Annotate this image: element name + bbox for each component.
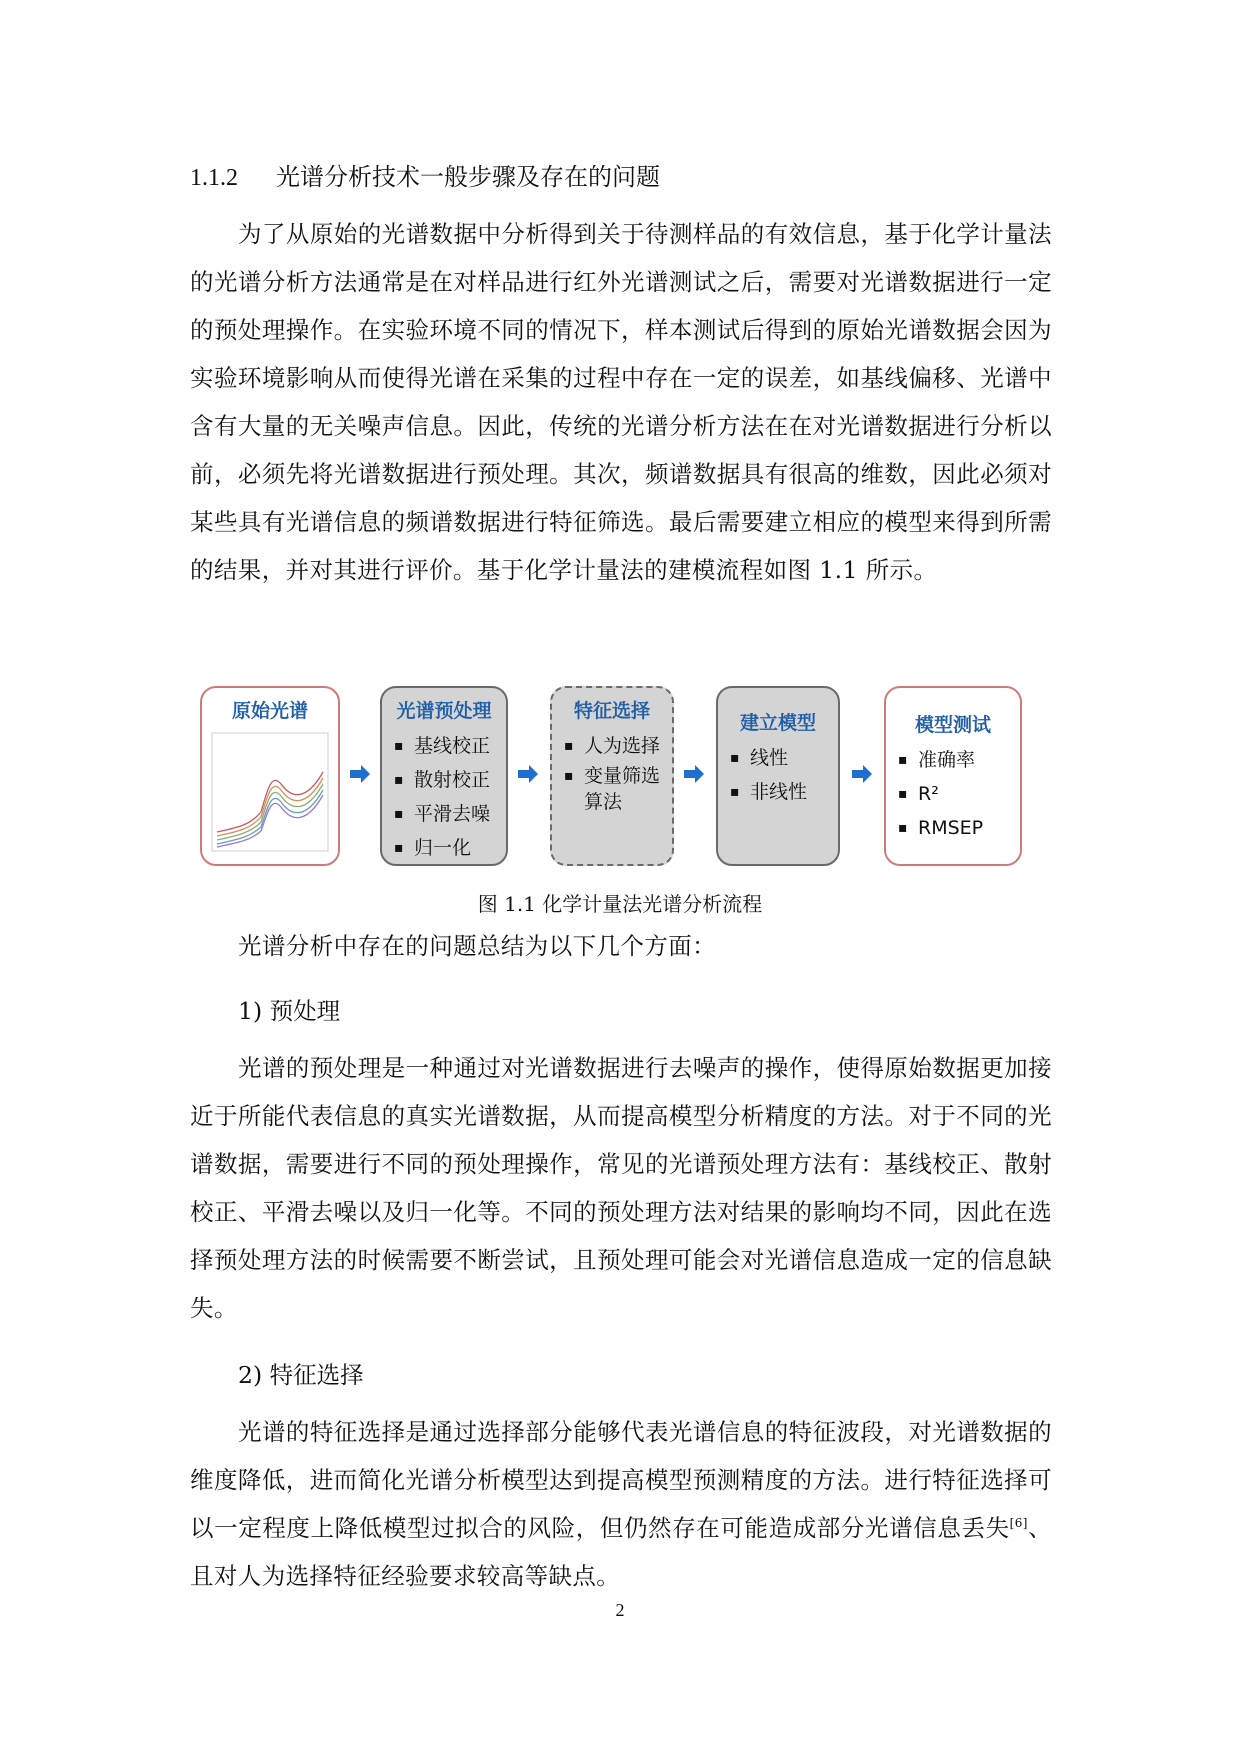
box-title: 建立模型 [739,712,816,734]
paragraph-preprocessing: 光谱的预处理是一种通过对光谱数据进行去噪声的操作，使得原始数据更加接近于所能代表信息的真实光谱数据，从而提高模型分析精度的方法。对于不同的光谱数据，需要进行不同的预处理操作，常见的光谱预处理方法有：基线校正、散射校正、平滑去噪以及归一化等。不同的预处理方法对结果的影响均不同，因此在选择预处理方法的时候需要不断尝试，且预处理可能会对光谱信息造成一定的信息缺失。 [190,1054,1052,1322]
page-number: 2 [615,1600,625,1620]
paragraph-intro: 为了从原始的光谱数据中分析得到关于待测样品的有效信息，基于化学计量法的光谱分析方法通常是在对样品进行红外光谱测试之后，需要对光谱数据进行一定的预处理操作。在实验环境不同的情况下，样本测试后得到的原始光谱数据会因为实验环境影响从而使得光谱在采集的过程中存在一定的误差，如基线偏移、光谱中含有大量的无关噪声信息。因此，传统的光谱分析方法在在对光谱数据进行分析以前，必须先将光谱数据进行预处理。其次，频谱数据具有很高的维数，因此必须对某些具有光谱信息的频谱数据进行特征筛选。最后需要建立相应的模型来得到所需的结果，并对其进行评价。基于化学计量法的建模流程如图 1.1 所示。 [190,220,1052,584]
list-item: ▪ 变量筛选算法 [562,763,664,815]
spectrum-thumbnail [211,732,329,852]
list-item: ▪ 归一化 [392,831,506,865]
paragraph-text-tail: 、且对人为选择特征经验要求较高等缺点。 [190,1514,1052,1590]
box-title: 模型测试 [914,714,991,736]
box-model-test [884,686,1022,866]
section-number: 1.1.2 [190,165,238,191]
list-item: ▪ R² [896,777,1020,811]
flow-diagram [200,686,1040,876]
list-item: ▪ 平滑去噪 [392,797,506,831]
list-item: ▪ 散射校正 [392,763,506,797]
paragraph-feature-selection [190,1408,1052,1600]
list-item: ▪ 非线性 [728,775,838,809]
box-title: 特征选择 [573,700,650,722]
box-build-model [716,686,840,866]
figure-caption: 图 1.1 化学计量法光谱分析流程 [477,892,763,916]
paragraph-problems-intro: 光谱分析中存在的问题总结为以下几个方面： [238,932,716,960]
list-heading-feature-selection: 2) 特征选择 [238,1361,364,1389]
box-raw-spectrum [200,686,340,866]
list-item: ▪ 人为选择 [562,729,672,763]
section-title: 光谱分析技术一般步骤及存在的问题 [276,163,660,191]
paragraph-text: 光谱的特征选择是通过选择部分能够代表光谱信息的特征波段，对光谱数据的维度降低，进而简化光谱分析模型达到提高模型预测精度的方法。进行特征选择可以一定程度上降低模型过拟合的风险，但仍然存在可能造成部分光谱信息丢失 [190,1418,1052,1542]
list-item: ▪ 基线校正 [392,729,506,763]
list-item: ▪ RMSEP [896,811,1020,845]
list-heading-preprocessing: 1) 预处理 [238,997,341,1025]
box-title: 原始光谱 [231,700,308,722]
arrow-right-icon [516,762,540,786]
citation-ref: [6] [1009,1516,1028,1531]
box-title: 光谱预处理 [396,700,492,722]
list-item: ▪ 准确率 [896,743,1020,777]
arrow-right-icon [348,762,372,786]
box-preprocessing [380,686,508,866]
arrow-right-icon [850,762,874,786]
section-heading [190,160,660,195]
box-feature-selection [550,686,674,866]
arrow-right-icon [682,762,706,786]
list-item: ▪ 线性 [728,741,838,775]
